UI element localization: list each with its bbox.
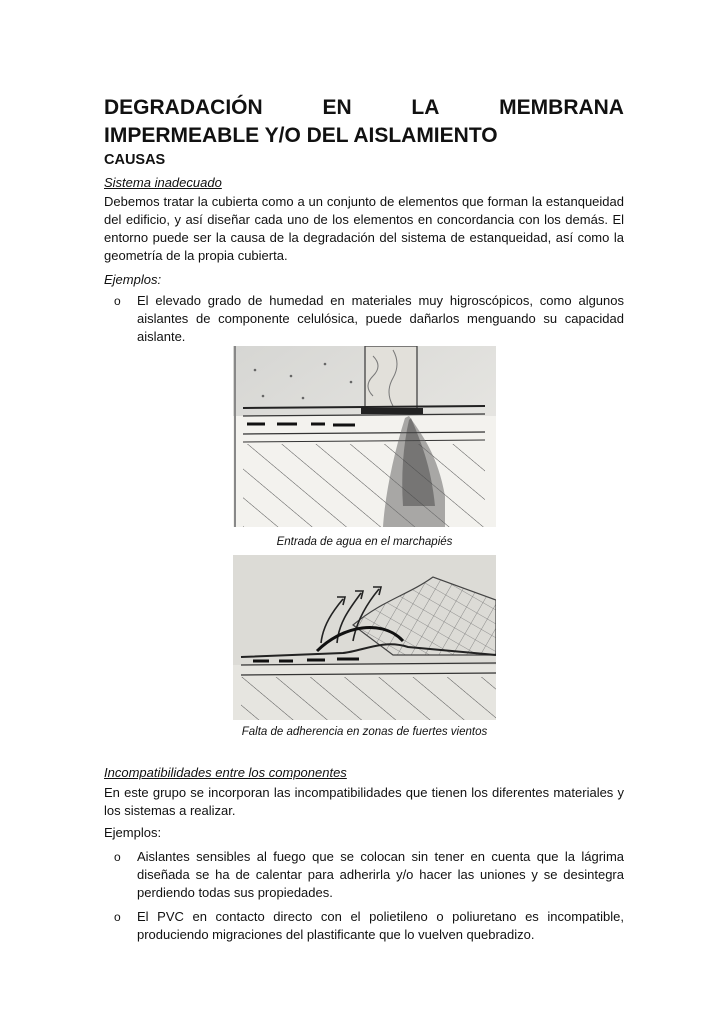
title-line-1 (104, 94, 624, 122)
page-title (104, 94, 624, 150)
paragraph-incompatibilidades: En este grupo se incorporan las incompatibilidades que tienen los diferentes materiales y los sistemas a realizar. (104, 785, 624, 818)
title-line-2: IMPERMEABLE Y/O DEL AISLAMIENTO (104, 124, 498, 147)
figure-caption: Falta de adherencia en zonas de fuertes vientos (241, 726, 488, 738)
bullet-marker: o (114, 910, 121, 924)
bullet-marker: o (114, 850, 121, 864)
list-item-text: El PVC en contacto directo con el polietileno o poliuretano es incompatible, produciendo migraciones del plastificante que lo vuelven quebradizo. (137, 909, 624, 942)
examples-label: Ejemplos: (104, 825, 162, 840)
title-word: MEMBRANA (499, 96, 624, 119)
list-item-text: El elevado grado de humedad en materiales muy higroscópicos, como algunos aislantes de componente celulósica, puede dañarlos menguando su capacidad aislante. (137, 293, 624, 344)
list-item (104, 908, 624, 944)
section-heading: CAUSAS (104, 152, 166, 168)
list-item (104, 292, 624, 346)
title-word: EN (322, 96, 352, 119)
bullet-marker: o (114, 294, 121, 308)
title-word: DEGRADACIÓN (104, 96, 263, 119)
subsection-heading-sistema: Sistema inadecuado (104, 175, 222, 190)
bullet-list-sistema (104, 292, 624, 346)
subsection-heading-incompatibilidades: Incompatibilidades entre los componentes (104, 765, 347, 780)
figure-caption: Entrada de agua en el marchapiés (276, 536, 453, 548)
list-item-text: Aislantes sensibles al fuego que se colocan sin tener en cuenta que la lágrima diseñada se ha de calentar para adherirla y/o hacer las uniones y se desintegra perdiendo todas sus propiedades. (137, 849, 624, 900)
figure-wind-adhesion (233, 555, 496, 720)
paragraph-sistema: Debemos tratar la cubierta como a un conjunto de elementos que forman la estanqueidad del edificio, y así diseñar cada uno de los elementos en concordancia con los demás. El entorno puede ser la causa de la degradación del sistema de estanqueidad, así como la geometría de la propia cubierta. (104, 194, 624, 263)
list-item (104, 848, 624, 902)
figure-water-entry (233, 346, 496, 527)
title-word: LA (411, 96, 440, 119)
examples-label: Ejemplos: (104, 272, 162, 287)
bullet-list-incompatibilidades (104, 848, 624, 944)
